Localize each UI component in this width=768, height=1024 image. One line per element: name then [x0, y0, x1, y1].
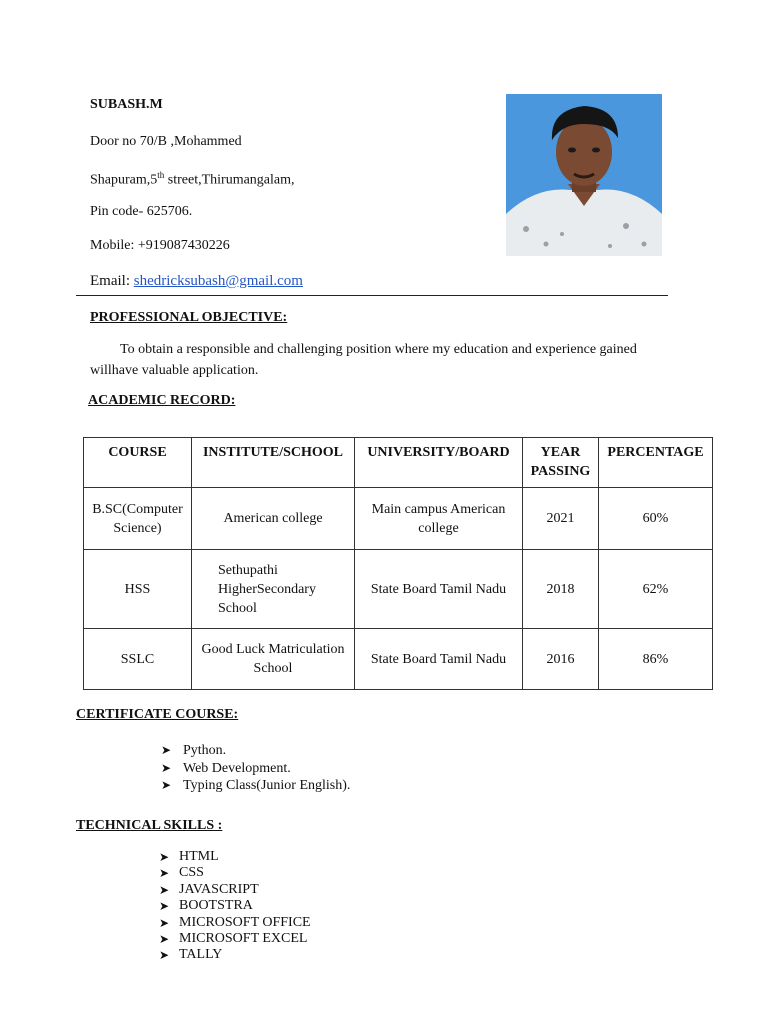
list-item-label: JAVASCRIPT: [179, 881, 259, 897]
address-line-2-pre: Shapuram,5: [90, 172, 158, 188]
email-label: Email:: [90, 273, 134, 289]
address-line-2-post: street,Thirumangalam,: [164, 172, 295, 188]
institute-cell: Good Luck Matriculation School: [192, 629, 355, 690]
profile-photo: [506, 94, 662, 256]
board-cell: State Board Tamil Nadu: [355, 550, 523, 629]
address-line-2: [90, 170, 295, 189]
list-item-label: MICROSOFT EXCEL: [179, 931, 308, 947]
year-cell: 2018: [523, 550, 599, 629]
percentage-cell: 62%: [599, 550, 713, 629]
certificate-list: [161, 742, 350, 795]
column-header: YEAR PASSING: [523, 438, 599, 488]
arrowhead-bullet-icon: ➤: [159, 882, 170, 897]
arrowhead-bullet-icon: ➤: [161, 743, 172, 757]
list-item: [159, 898, 311, 914]
table-row: [84, 488, 713, 550]
arrowhead-bullet-icon: ➤: [161, 778, 172, 792]
objective-line-1: To obtain a responsible and challenging position where my education and experience gained: [120, 342, 637, 357]
column-header: COURSE: [84, 438, 192, 488]
list-item: [159, 849, 311, 865]
list-item: [159, 915, 311, 931]
list-item: [159, 947, 311, 963]
technical-heading: TECHNICAL SKILLS :: [76, 818, 223, 833]
pincode: Pin code- 625706.: [90, 204, 193, 219]
header-divider: [76, 295, 668, 296]
list-item: [159, 882, 311, 898]
list-item-label: MICROSOFT OFFICE: [179, 914, 311, 930]
percentage-cell: 86%: [599, 629, 713, 690]
arrowhead-bullet-icon: ➤: [161, 760, 172, 775]
email-link[interactable]: shedricksubash@gmail.com: [133, 273, 303, 289]
address-line-1: Door no 70/B ,Mohammed: [90, 134, 242, 149]
certificate-heading: CERTIFICATE COURSE:: [76, 707, 239, 722]
academic-record-table: [83, 437, 713, 690]
list-item: [161, 760, 350, 778]
list-item: [161, 742, 350, 760]
list-item-label: Python.: [183, 743, 227, 758]
year-cell: 2021: [523, 488, 599, 550]
list-item: [159, 931, 311, 947]
institute-cell: Sethupathi HigherSecondary School: [192, 550, 355, 629]
course-cell: HSS: [84, 550, 192, 629]
list-item-label: Typing Class(Junior English).: [183, 778, 351, 793]
arrowhead-bullet-icon: ➤: [159, 932, 170, 947]
year-cell: 2016: [523, 629, 599, 690]
board-cell: Main campus American college: [355, 488, 523, 550]
table-row: [84, 550, 713, 629]
course-cell: SSLC: [84, 629, 192, 690]
arrowhead-bullet-icon: ➤: [159, 850, 170, 864]
arrowhead-bullet-icon: ➤: [159, 948, 170, 963]
profile-photo-illustration: [506, 94, 662, 256]
email-line: [90, 273, 303, 290]
objective-heading: PROFESSIONAL OBJECTIVE:: [90, 310, 288, 325]
arrowhead-bullet-icon: ➤: [159, 915, 170, 930]
list-item-label: Web Development.: [183, 760, 291, 776]
board-cell: State Board Tamil Nadu: [355, 629, 523, 690]
list-item-label: BOOTSTRA: [179, 898, 253, 914]
list-item-label: CSS: [179, 865, 204, 881]
objective-line-2: willhave valuable application.: [90, 363, 259, 378]
academic-heading: ACADEMIC RECORD:: [88, 393, 236, 408]
table-row: [84, 629, 713, 690]
list-item: [159, 865, 311, 881]
mobile-number: Mobile: +919087430226: [90, 238, 230, 253]
technical-skills-list: [159, 849, 311, 964]
list-item: [161, 777, 350, 795]
candidate-name: SUBASH.M: [90, 97, 163, 112]
institute-cell: American college: [192, 488, 355, 550]
list-item-label: HTML: [179, 849, 219, 864]
course-cell: B.SC(Computer Science): [84, 488, 192, 550]
arrowhead-bullet-icon: ➤: [159, 866, 170, 881]
address-line-2-sup: th: [157, 170, 165, 180]
column-header: INSTITUTE/SCHOOL: [192, 438, 355, 488]
table-header-row: [84, 438, 713, 488]
arrowhead-bullet-icon: ➤: [159, 899, 170, 914]
column-header: UNIVERSITY/BOARD: [355, 438, 523, 488]
column-header: PERCENTAGE: [599, 438, 713, 488]
percentage-cell: 60%: [599, 488, 713, 550]
list-item-label: TALLY: [179, 947, 223, 963]
